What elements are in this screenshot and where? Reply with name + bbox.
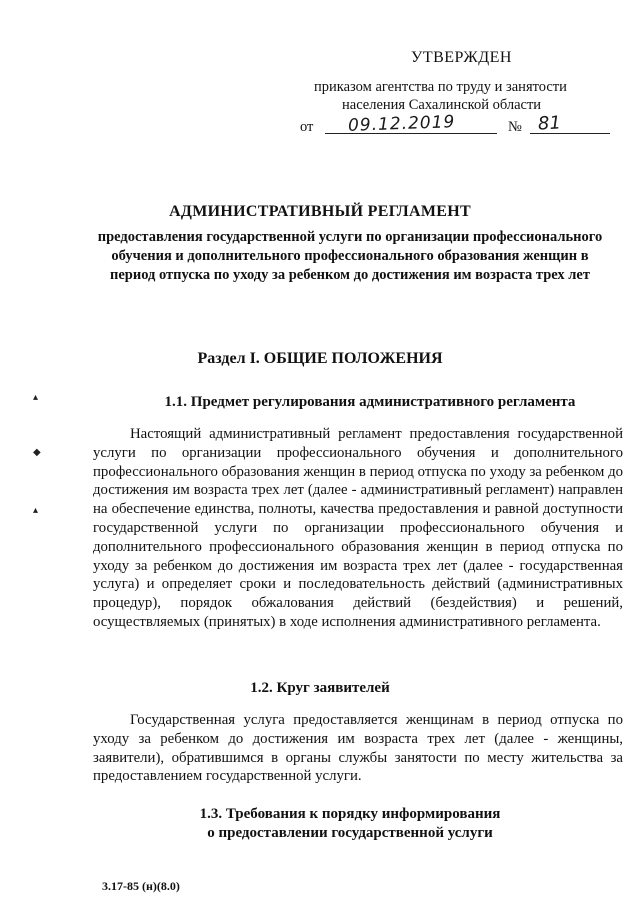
document-code: 3.17-85 (н)(8.0) xyxy=(102,879,180,893)
document-subtitle: предоставления государственной услуги по организации профессионального обучения и дополнительного профессионального образования женщин в период отпуска по уходу за ребенком до достижения им возраста трех лет xyxy=(97,229,603,283)
approval-line-1: приказом агентства по труду и занятости xyxy=(314,79,567,95)
subsection-heading-1-3-line-2: о предоставлении государственной услуги xyxy=(207,825,493,841)
order-date-handwritten: 09.12.2019 xyxy=(347,112,456,136)
approval-line-2: населения Сахалинской области xyxy=(342,97,542,113)
margin-mark: ▴ xyxy=(33,392,39,403)
section-title: Раздел I. ОБЩИЕ ПОЛОЖЕНИЯ xyxy=(197,350,443,367)
document-title: АДМИНИСТРАТИВНЫЙ РЕГЛАМЕНТ xyxy=(169,203,471,220)
subsection-text-1-2: Государственная услуга предоставляется женщинам в период отпуска по уходу за ребенком до достижения им возраста трех лет (далее - женщины, заявители), обратившимся в органы службы занятости по месту жительства за предоставлением государственной услуги. xyxy=(93,712,623,785)
subsection-heading-1-1: 1.1. Предмет регулирования административного регламента xyxy=(164,394,576,410)
number-label: № xyxy=(508,119,522,135)
subsection-heading-1-2: 1.2. Круг заявителей xyxy=(250,680,390,696)
subsection-heading-1-3-line-1: 1.3. Требования к порядку информирования xyxy=(199,806,501,822)
approval-title: УТВЕРЖДЕН xyxy=(411,49,512,66)
margin-mark: ◆ xyxy=(33,447,41,458)
margin-mark: ▴ xyxy=(33,505,39,516)
subsection-text-1-1: Настоящий административный регламент предоставления государственной услуги по организации профессионального обучения и дополнительного профессионального образования женщин в период отпуска по уходу за ребенком до достижения им возраста трех лет (далее - административный регламент) направлен на обеспечение единства, полноты, качества предоставления и равной доступности государственной услуги по организации профессионального обучения и дополнительного профессионального образования женщин в период отпуска по уходу за ребенком до достижения им возраста трех лет (далее - государственная услуга) и определяет сроки и последовательность действий (административных процедур), порядок обжалования действий (бездействия) и решений, осуществляемых (принятых) в ходе исполнения административного регламента. xyxy=(93,426,623,630)
order-reference xyxy=(300,112,610,137)
order-number-handwritten: 81 xyxy=(537,112,562,135)
from-label: от xyxy=(300,119,314,135)
